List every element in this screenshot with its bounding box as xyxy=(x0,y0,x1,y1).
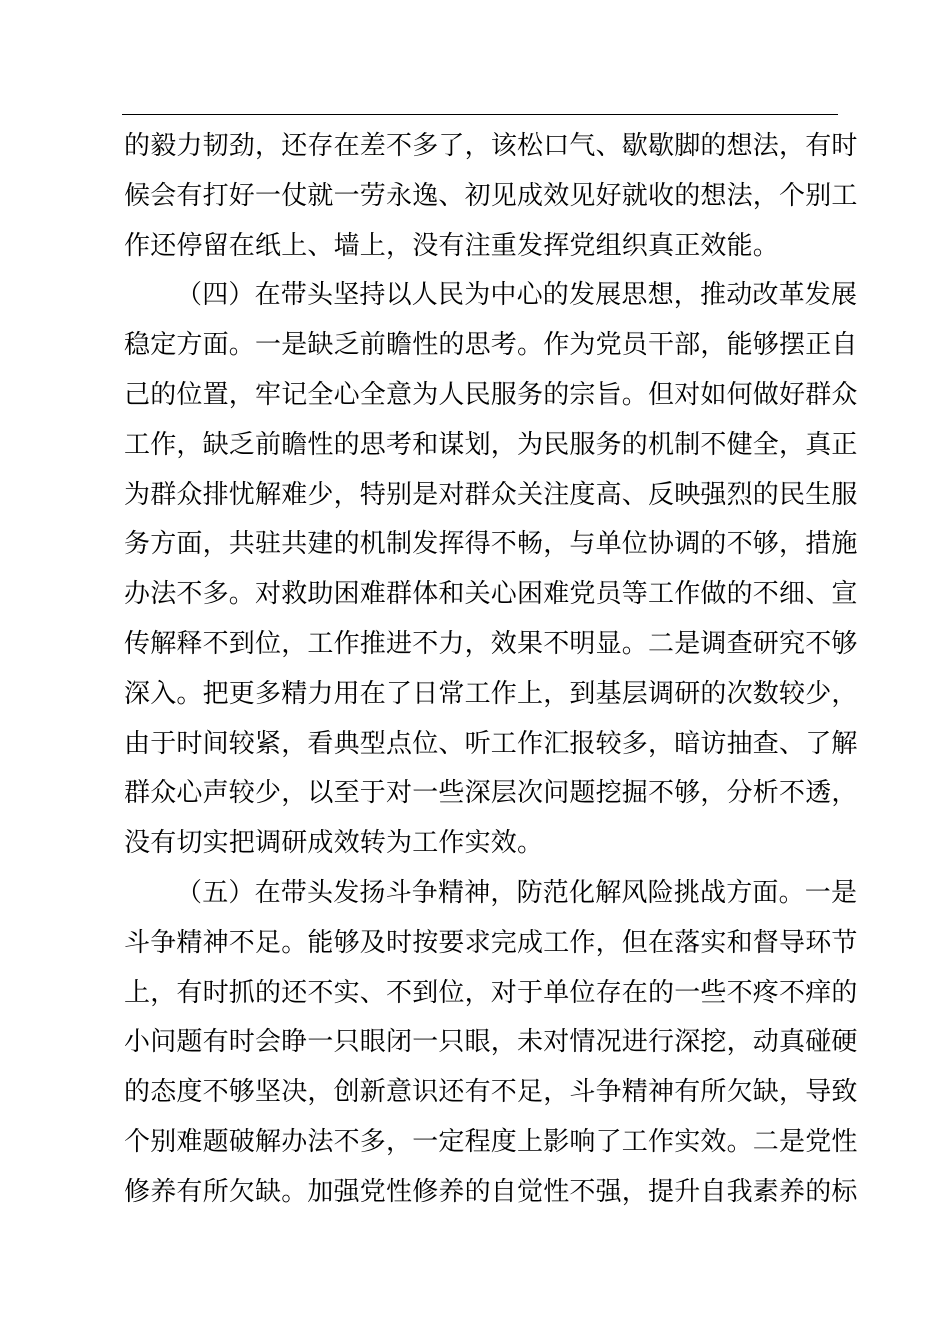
text-line: 修养有所欠缺。加强党性修养的自觉性不强，提升自我素养的标 xyxy=(124,1176,858,1207)
text-line: 由于时间较紧，看典型点位、听工作汇报较多，暗访抽查、了解 xyxy=(124,728,858,759)
text-line: 的毅力韧劲，还存在差不多了，该松口气、歇歇脚的想法，有时 xyxy=(124,131,858,161)
text-line: 没有切实把调研成效转为工作实效。 xyxy=(124,828,544,859)
text-line: 的态度不够坚决，创新意识还有不足，斗争精神有所欠缺，导致 xyxy=(124,1077,858,1108)
text-line: 作还停留在纸上、墙上，没有注重发挥党组织真正效能。 xyxy=(124,230,780,261)
section-heading-line: （五）在带头发扬斗争精神，防范化解风险挑战方面。一是 xyxy=(176,877,858,908)
text-line: 上，有时抓的还不实、不到位，对于单位存在的一些不疼不痒的 xyxy=(124,977,858,1008)
header-rule xyxy=(122,114,838,115)
document-body xyxy=(124,122,858,1218)
text-line: 斗争精神不足。能够及时按要求完成工作，但在落实和督导环节 xyxy=(124,927,858,958)
text-line: 稳定方面。一是缺乏前瞻性的思考。作为党员干部，能够摆正自 xyxy=(124,330,858,361)
text-line: 为群众排忧解难少，特别是对群众关注度高、反映强烈的民生服 xyxy=(124,479,858,510)
text-line: 个别难题破解办法不多，一定程度上影响了工作实效。二是党性 xyxy=(124,1126,858,1157)
text-line: 候会有打好一仗就一劳永逸、初见成效见好就收的想法，个别工 xyxy=(124,180,858,211)
text-line: 己的位置，牢记全心全意为人民服务的宗旨。但对如何做好群众 xyxy=(124,379,858,410)
text-line: 小问题有时会睁一只眼闭一只眼，未对情况进行深挖，动真碰硬 xyxy=(124,1027,858,1058)
text-line: 务方面，共驻共建的机制发挥得不畅，与单位协调的不够，措施 xyxy=(124,529,858,560)
text-line: 工作，缺乏前瞻性的思考和谋划，为民服务的机制不健全，真正 xyxy=(124,429,858,460)
text-line: 深入。把更多精力用在了日常工作上，到基层调研的次数较少， xyxy=(124,678,858,709)
text-line: 群众心声较少，以至于对一些深层次问题挖掘不够，分析不透， xyxy=(124,778,858,809)
text-line: 传解释不到位，工作推进不力，效果不明显。二是调查研究不够 xyxy=(124,628,858,659)
text-line: 办法不多。对救助困难群体和关心困难党员等工作做的不细、宣 xyxy=(124,579,858,610)
section-heading-line: （四）在带头坚持以人民为中心的发展思想，推动改革发展 xyxy=(176,280,858,311)
